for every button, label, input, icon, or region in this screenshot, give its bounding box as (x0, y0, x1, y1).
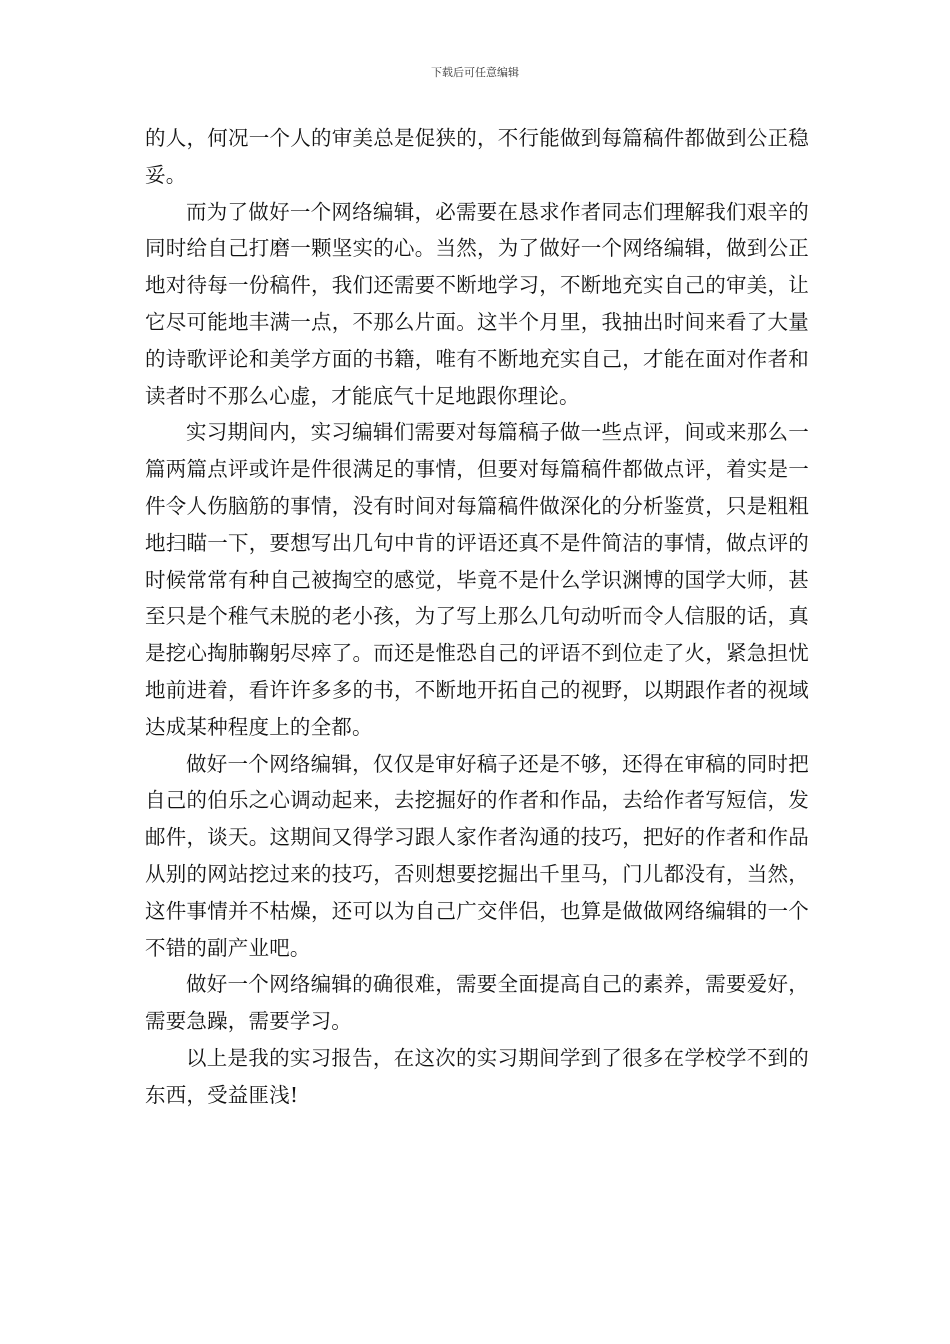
page-header: 下载后可任意编辑 (431, 66, 519, 79)
paragraph: 的人，何况一个人的审美总是促狭的，不行能做到每篇稿件都做到公正稳妥。 (145, 126, 809, 187)
document-body (145, 120, 809, 1114)
paragraph: 而为了做好一个网络编辑，必需要在恳求作者同志们理解我们艰辛的同时给自己打磨一颗坚实的心。当然，为了做好一个网络编辑，做到公正地对待每一份稿件，我们还需要不断地学习，不断地充实自己的审美，让它尽可能地丰满一点，不那么片面。这半个月里，我抽出时间来看了大量的诗歌评论和美学方面的书籍，唯有不断地充实自己，才能在面对作者和读者时不那么心虚，才能底气十足地跟你理论。 (145, 199, 809, 408)
paragraph: 做好一个网络编辑，仅仅是审好稿子还是不够，还得在审稿的同时把自己的伯乐之心调动起来，去挖掘好的作者和作品，去给作者写短信，发邮件，谈天。这期间又得学习跟人家作者沟通的技巧，把好的作者和作品从别的网站挖过来的技巧，否则想要挖掘出千里马，门儿都没有，当然，这件事情并不枯燥，还可以为自己广交伴侣，也算是做做网络编辑的一个不错的副产业吧。 (145, 751, 809, 960)
paragraph: 实习期间内，实习编辑们需要对每篇稿子做一些点评，间或来那么一篇两篇点评或许是件很满足的事情，但要对每篇稿件都做点评，着实是一件令人伤脑筋的事情，没有时间对每篇稿件做深化的分析鉴赏，只是粗粗地扫瞄一下，要想写出几句中肯的评语还真不是件简洁的事情，做点评的时候常常有种自己被掏空的感觉，毕竟不是什么学识渊博的国学大师，甚至只是个稚气未脱的老小孩，为了写上那么几句动听而令人信服的话，真是挖心掏肺鞠躬尽瘁了。而还是惟恐自己的评语不到位走了火，紧急担忧地前进着，看许许多多的书，不断地开拓自己的视野，以期跟作者的视域达成某种程度上的全都。 (145, 420, 809, 739)
paragraph: 做好一个网络编辑的确很难，需要全面提高自己的素养，需要爱好，需要急躁，需要学习。 (145, 972, 809, 1034)
paragraph: 以上是我的实习报告，在这次的实习期间学到了很多在学校学不到的东西，受益匪浅! (145, 1045, 809, 1107)
